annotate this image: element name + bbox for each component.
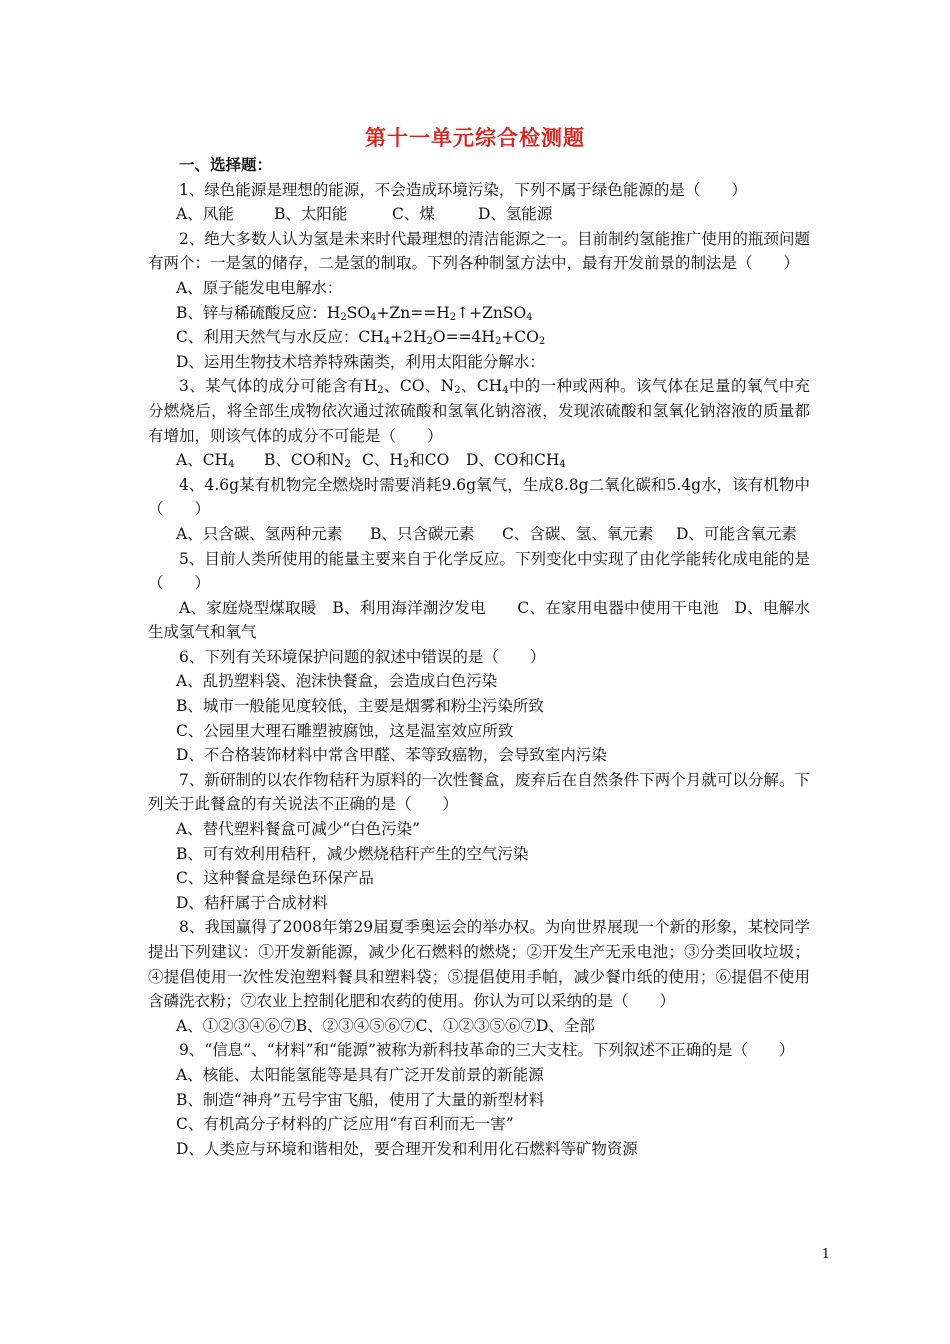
option-d: D、CO和$CH_4$ [466,451,566,471]
document-body [148,153,810,1161]
question-7-stem: 7、新研制的以农作物秸秆为原料的一次性餐盒，废弃后在自然条件下两个月就可以分解。下列关于此餐盒的有关说法不正确的是（ ） [148,770,810,814]
question-9-option-c: C、有机高分子材料的广泛应用“有百利而无一害” [176,1115,514,1134]
question-9-stem: 9、“信息”、“材料”和“能源”被称为新科技革命的三大支柱。下列叙述不正确的是（ ） [179,1041,795,1060]
option-c: C、含碳、氢、氧元素 [502,524,654,543]
question-5-stem: 5、目前人类所使用的能量主要来自于化学反应。下列变化中实现了由化学能转化成电能的是（ ） [148,549,810,593]
section-heading: 一、选择题： [179,155,273,174]
question-6-option-d: D、不合格装饰材料中常含甲醛、苯等致癌物，会导致室内污染 [176,746,607,765]
question-3-options [148,448,810,473]
question-9-option-a: A、核能、太阳能氢能等是具有广泛开发前景的新能源 [176,1065,544,1084]
question-6-option-a: A、乱扔塑料袋、泡沫快餐盒，会造成白色污染 [176,672,498,691]
option-b: B、CO和$N_2$ [264,451,351,471]
question-6-option-c: C、公园里大理石雕塑被腐蚀，这是温室效应所致 [176,721,514,740]
question-7-option-b: B、可有效利用秸秆，减少燃烧秸秆产生的空气污染 [176,844,529,863]
option-c: C、$H_2$和CO [362,451,450,471]
option-a: A、$CH_4$ [176,451,235,471]
question-1-options [148,202,810,227]
question-7-option-a: A、替代塑料餐盒可减少“白色污染” [176,820,421,839]
question-8-options: A、①②③④⑥⑦B、②③④⑤⑥⑦C、①②③⑤⑥⑦D、全部 [176,1016,595,1035]
question-4-stem: 4、4.6g某有机物完全燃烧时需要消耗9.6g氧气，生成8.8g二氧化碳和5.4g水，该有机物中（ ） [148,475,810,519]
question-4-options [148,522,810,547]
page-title: 第十一单元综合检测题 [365,125,585,150]
option-b: B、太阳能 [274,205,348,224]
question-6-stem: 6、下列有关环境保护问题的叙述中错误的是（ ） [179,647,546,666]
question-2-option-b: B、锌与稀硫酸反应：$H_2SO_4+Zn==H_2↑+ZnSO_4$ [176,303,533,323]
question-7-option-c: C、这种餐盒是绿色环保产品 [176,869,374,888]
option-a: A、风能 [176,205,234,224]
question-2-option-d: D、运用生物技术培养特殊菌类，利用太阳能分解水： [176,352,545,371]
question-3-stem: 3、某气体的成分可能含有$H_2$、CO、$N_2$、$CH_4$中的一种或两种。该气体在足量的氧气中充分燃烧后，将全部生成物依次通过浓硫酸和氢氧化钠溶液，发现浓硫酸和氢氧化钠溶液的质量都有增加，则该气体的成分不可能是（ ） [148,377,810,445]
option-d: D、氢能源 [478,205,553,224]
option-c: C、煤 [392,205,435,224]
option-a: A、只含碳、氢两种元素 [176,524,343,543]
question-1-stem: 1、绿色能源是理想的能源，不会造成环境污染，下列不属于绿色能源的是（ ） [179,180,747,199]
question-2-stem: 2、绝大多数人认为氢是未来时代最理想的清洁能源之一。目前制约氢能推广使用的瓶颈问题有两个：一是氢的储存，二是氢的制取。下列各种制氢方法中，最有开发前景的制法是（ ） [148,229,810,273]
question-9-option-b: B、制造“神舟”五号宇宙飞船，使用了大量的新型材料 [176,1090,545,1109]
option-b: B、只含碳元素 [370,524,475,543]
question-7-option-d: D、秸秆属于合成材料 [176,893,328,912]
question-8-stem: 8、我国赢得了2008年第29届夏季奥运会的举办权。为向世界展现一个新的形象，某校同学提出下列建议：①开发新能源，减少化石燃料的燃烧；②开发生产无汞电池；③分类回收垃圾；④提倡使用一次性发泡塑料餐具和塑料袋；⑤提倡使用手帕，减少餐巾纸的使用；⑥提倡不使用含磷洗衣粉；⑦农业上控制化肥和农药的使用。你认为可以采纳的是（ ） [148,918,810,1011]
option-d: D、可能含氧元素 [676,524,797,543]
question-2-option-a: A、原子能发电电解水： [176,278,343,297]
question-6-option-b: B、城市一般能见度较低，主要是烟雾和粉尘污染所致 [176,697,544,716]
question-5-options: A、家庭烧型煤取暖 B、利用海洋潮汐发电 C、在家用电器中使用干电池 D、电解水生成氢气和氧气 [148,598,810,642]
question-9-option-d: D、人类应与环境和谐相处，要合理开发和利用化石燃料等矿物资源 [176,1139,638,1158]
page-number: 1 [821,1247,830,1262]
question-2-option-c: C、利用天然气与水反应：$CH_4+2H_2O==4H_2+CO_2$ [176,328,546,348]
